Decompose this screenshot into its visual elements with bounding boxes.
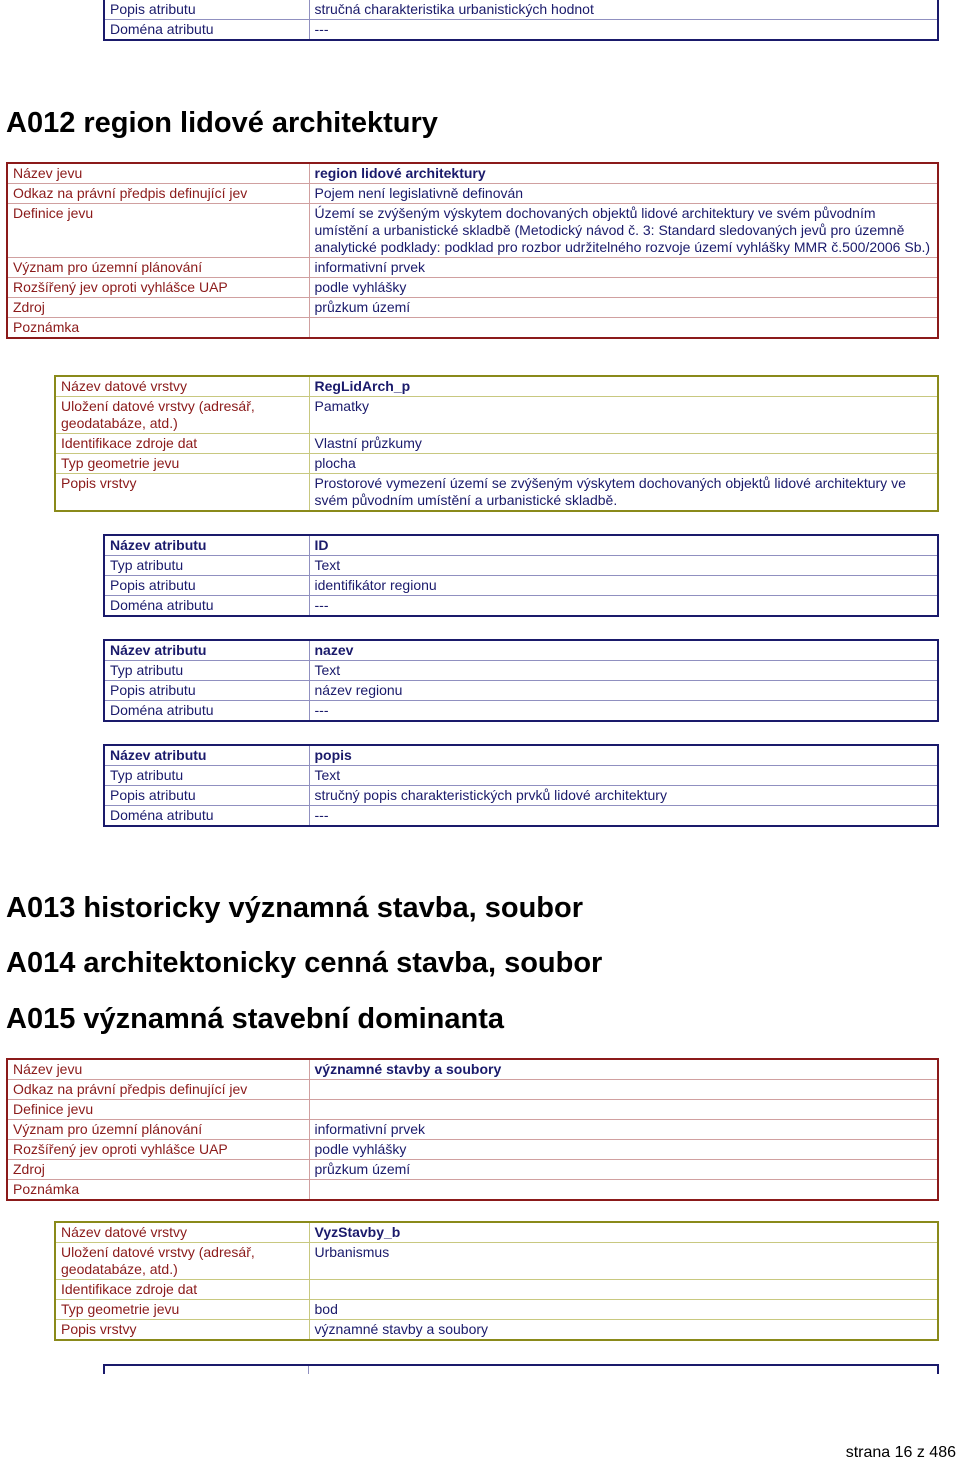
row-label: Název atributu	[104, 745, 309, 766]
table-row	[7, 163, 938, 184]
attribute-table-partial	[103, 1364, 939, 1374]
row-value: ---	[309, 806, 938, 827]
row-value: ---	[309, 20, 938, 41]
table-row	[104, 20, 938, 41]
row-value: VyzStavby_b	[309, 1222, 938, 1243]
row-value	[309, 1100, 938, 1120]
table-row	[7, 278, 938, 298]
table-row	[104, 766, 938, 786]
row-label: Význam pro územní plánování	[7, 258, 309, 278]
row-label: Doména atributu	[104, 806, 309, 827]
row-label: Popis atributu	[104, 681, 309, 701]
row-label: Typ atributu	[104, 661, 309, 681]
row-value: informativní prvek	[309, 258, 938, 278]
vrstva-table-a012	[54, 375, 939, 512]
row-label: Popis vrstvy	[55, 1320, 309, 1341]
row-label: Uložení datové vrstvy (adresář, geodatabáze, atd.)	[55, 1243, 309, 1280]
row-value	[309, 318, 938, 339]
row-label: Poznámka	[7, 1180, 309, 1201]
row-value: průzkum území	[309, 1160, 938, 1180]
column-divider	[308, 1366, 309, 1374]
row-value: identifikátor regionu	[309, 576, 938, 596]
section-heading-a015: A015 významná stavební dominanta	[6, 1003, 504, 1035]
table-row	[104, 701, 938, 722]
row-value: ID	[309, 535, 938, 556]
row-value: podle vyhlášky	[309, 278, 938, 298]
row-label: Identifikace zdroje dat	[55, 1280, 309, 1300]
row-value: průzkum území	[309, 298, 938, 318]
table-row	[55, 1300, 938, 1320]
table-row	[7, 1100, 938, 1120]
table-row	[104, 661, 938, 681]
row-value: Vlastní průzkumy	[309, 434, 938, 454]
table-row	[7, 1059, 938, 1080]
row-value: Text	[309, 661, 938, 681]
table-row	[7, 184, 938, 204]
table-row	[7, 318, 938, 339]
row-value: významné stavby a soubory	[309, 1320, 938, 1341]
table-row	[7, 204, 938, 258]
row-value: Text	[309, 556, 938, 576]
row-value: bod	[309, 1300, 938, 1320]
table-row	[104, 535, 938, 556]
row-label: Název jevu	[7, 163, 309, 184]
table-row	[7, 1080, 938, 1100]
row-label: Identifikace zdroje dat	[55, 434, 309, 454]
attribute-table-top	[103, 0, 939, 41]
row-label: Název atributu	[104, 535, 309, 556]
table-row	[55, 397, 938, 434]
row-label: Doména atributu	[104, 701, 309, 722]
row-label: Definice jevu	[7, 1100, 309, 1120]
row-label: Popis atributu	[104, 576, 309, 596]
row-value: název regionu	[309, 681, 938, 701]
attribute-table-popis	[103, 744, 939, 827]
table-row	[7, 298, 938, 318]
table-row	[7, 1160, 938, 1180]
section-heading-a012: A012 region lidové architektury	[6, 107, 438, 139]
row-label: Typ geometrie jevu	[55, 1300, 309, 1320]
row-value: plocha	[309, 454, 938, 474]
row-label: Název datové vrstvy	[55, 376, 309, 397]
table-row	[104, 640, 938, 661]
row-value: podle vyhlášky	[309, 1140, 938, 1160]
page-number: strana 16 z 486	[845, 1444, 956, 1461]
row-label: Význam pro územní plánování	[7, 1120, 309, 1140]
table-row	[55, 1280, 938, 1300]
row-value	[309, 1280, 938, 1300]
row-value: Pojem není legislativně definován	[309, 184, 938, 204]
table-row	[104, 681, 938, 701]
table-row	[104, 0, 938, 20]
row-label: Název datové vrstvy	[55, 1222, 309, 1243]
row-label: Název atributu	[104, 640, 309, 661]
table-row	[55, 1243, 938, 1280]
table-row	[55, 376, 938, 397]
row-label: Zdroj	[7, 298, 309, 318]
table-row	[7, 1140, 938, 1160]
table-row	[104, 745, 938, 766]
row-label: Poznámka	[7, 318, 309, 339]
row-label: Typ atributu	[104, 556, 309, 576]
table-row	[7, 1120, 938, 1140]
table-row	[55, 1320, 938, 1341]
table-row	[104, 576, 938, 596]
row-value	[309, 1180, 938, 1201]
row-value: stručná charakteristika urbanistických hodnot	[309, 0, 938, 20]
row-value: nazev	[309, 640, 938, 661]
row-label: Uložení datové vrstvy (adresář, geodatabáze, atd.)	[55, 397, 309, 434]
row-label: Typ atributu	[104, 766, 309, 786]
row-value: významné stavby a soubory	[309, 1059, 938, 1080]
table-row	[55, 474, 938, 512]
row-label: Název jevu	[7, 1059, 309, 1080]
attribute-table-id	[103, 534, 939, 617]
row-value: ---	[309, 596, 938, 617]
row-label: Doména atributu	[104, 20, 309, 41]
row-value: Prostorové vymezení území se zvýšeným výskytem dochovaných objektů lidové architektury ve svém původním umístění a urbanistické skladbě.	[309, 474, 938, 512]
row-value: Urbanismus	[309, 1243, 938, 1280]
table-row	[104, 556, 938, 576]
row-label: Typ geometrie jevu	[55, 454, 309, 474]
row-value: RegLidArch_p	[309, 376, 938, 397]
row-label: Doména atributu	[104, 596, 309, 617]
row-label: Odkaz na právní předpis definující jev	[7, 184, 309, 204]
table-row	[104, 786, 938, 806]
row-label: Popis atributu	[104, 786, 309, 806]
row-label: Popis vrstvy	[55, 474, 309, 512]
row-label: Odkaz na právní předpis definující jev	[7, 1080, 309, 1100]
table-row	[55, 434, 938, 454]
row-value: informativní prvek	[309, 1120, 938, 1140]
row-value	[309, 1080, 938, 1100]
section-heading-a014: A014 architektonicky cenná stavba, soubor	[6, 947, 603, 979]
table-row	[104, 806, 938, 827]
row-value: Text	[309, 766, 938, 786]
row-value: popis	[309, 745, 938, 766]
row-value: region lidové architektury	[309, 163, 938, 184]
row-label: Definice jevu	[7, 204, 309, 258]
jev-table-a012	[6, 162, 939, 339]
table-row	[55, 454, 938, 474]
attribute-table-nazev	[103, 639, 939, 722]
row-label: Rozšířený jev oproti vyhlášce UAP	[7, 278, 309, 298]
row-label: Rozšířený jev oproti vyhlášce UAP	[7, 1140, 309, 1160]
section-heading-a013: A013 historicky významná stavba, soubor	[6, 892, 583, 924]
row-value: stručný popis charakteristických prvků lidové architektury	[309, 786, 938, 806]
row-value: ---	[309, 701, 938, 722]
table-row	[104, 596, 938, 617]
row-label: Zdroj	[7, 1160, 309, 1180]
table-row	[7, 258, 938, 278]
row-value: Pamatky	[309, 397, 938, 434]
table-row	[7, 1180, 938, 1201]
jev-table-a015	[6, 1058, 939, 1201]
row-label: Popis atributu	[104, 0, 309, 20]
vrstva-table-a015	[54, 1221, 939, 1341]
table-row	[55, 1222, 938, 1243]
row-value: Území se zvýšeným výskytem dochovaných objektů lidové architektury ve svém původním umístění a urbanistické skladbě (Metodický návod č. 3: Standard sledovaných jevů pro územně analytické podklady: podklad pro rozbor udržitelného rozvoje území vyhlášky MMR č.500/2006 Sb.)	[309, 204, 938, 258]
